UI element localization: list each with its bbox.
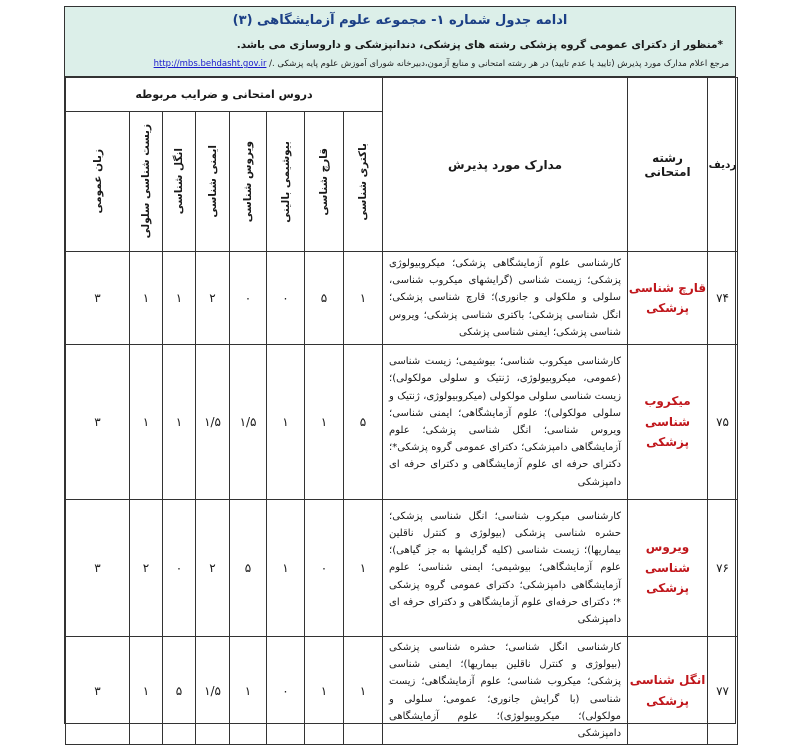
subject-header: زیست شناسی سلولی: [130, 112, 163, 252]
coefficient-cell: ۱: [344, 500, 383, 637]
coefficient-cell: ۱: [344, 252, 383, 345]
table-row: [66, 252, 738, 345]
subjects-group-header: دروس امتحانی و ضرایب مربوطه: [66, 78, 383, 112]
row-number: ۷۷: [708, 637, 738, 745]
reference-text: مرجع اعلام مدارک مورد پذیرش (تایید یا عدم تایید) در هر رشته امتحانی و منابع آزمون،دبیرخانه شورای آموزش علوم پایه پزشکی ./: [269, 59, 729, 69]
document-page: [64, 6, 737, 739]
subject-header: قارچ شناسی: [305, 112, 344, 252]
coefficient-cell: ۱: [130, 345, 163, 500]
coefficient-cell: ۵: [305, 252, 344, 345]
coefficient-cell: ۰: [163, 500, 196, 637]
coefficient-cell: ۱: [163, 252, 196, 345]
coefficient-cell: ۵: [230, 500, 267, 637]
coefficient-cell: ۱/۵: [196, 345, 230, 500]
coefficient-cell: ۰: [305, 500, 344, 637]
coefficient-cell: ۰: [267, 252, 305, 345]
coefficient-cell: ۱: [163, 345, 196, 500]
row-number: ۷۴: [708, 252, 738, 345]
coefficient-cell: ۱: [267, 500, 305, 637]
coefficient-cell: ۳: [66, 637, 130, 745]
table-row: [66, 345, 738, 500]
accepted-documents: کارشناسی میکروب شناسی؛ بیوشیمی؛ زیست شناسی (عمومی، میکروبیولوژی، ژنتیک و سلولی مولکولی)؛ زیست شناسی سلولی مولکولی (میکروبیولوژی، ژنتیک و سلولی مولکولی)؛ علوم آزمایشگاهی؛ ایمنی شناسی؛ ویروس شناسی؛ انگل شناسی پزشکی؛ علوم آزمایشگاهی دامپزشکی؛ دکترای عمومی گروه پزشکی*؛ دکترای حرفه ای علوم آزمایشگاهی و دکترای حرفه ای دامپزشکی: [383, 345, 628, 500]
documents-header: مدارک مورد پذیرش: [383, 78, 628, 252]
field-name: انگل شناسی پزشکی: [628, 637, 708, 745]
row-number: ۷۶: [708, 500, 738, 637]
coefficient-cell: ۲: [196, 500, 230, 637]
coefficient-cell: ۱/۵: [196, 637, 230, 745]
table-title: ادامه جدول شماره ۱- مجموعه علوم آزمایشگاهی (۳): [232, 13, 568, 28]
coefficient-cell: ۰: [267, 637, 305, 745]
coefficient-cell: ۲: [196, 252, 230, 345]
row-number: ۷۵: [708, 345, 738, 500]
coefficient-cell: ۱: [130, 637, 163, 745]
reference-link[interactable]: http://mbs.behdasht.gov.ir: [153, 59, 267, 69]
coefficient-cell: ۱: [305, 637, 344, 745]
table-banner: [65, 7, 735, 77]
coefficient-cell: ۵: [163, 637, 196, 745]
field-name: قارچ شناسی پزشکی: [628, 252, 708, 345]
row-number-header: ردیف: [708, 78, 738, 252]
table-row: [66, 500, 738, 637]
subject-header: ویروس شناسی: [230, 112, 267, 252]
field-header: رشته امتحانی: [628, 78, 708, 252]
coefficient-cell: ۱: [267, 345, 305, 500]
field-name: میکروب شناسی پزشکی: [628, 345, 708, 500]
accepted-documents: کارشناسی انگل شناسی؛ حشره شناسی پزشکی (بیولوژی و کنترل ناقلین بیماریها)؛ ایمنی شناسی پزشکی؛ میکروب شناسی؛ علوم آزمایشگاهی؛ زیست شناسی (با گرایش جانوری؛ عمومی؛ سلولی و مولکولی)؛ میکروبیولوژی)؛ علوم آزمایشگاهی دامپزشکی: [383, 637, 628, 745]
coefficient-cell: ۱: [230, 637, 267, 745]
reference-line: [71, 59, 729, 69]
coefficient-cell: ۳: [66, 500, 130, 637]
coefficient-cell: ۱: [305, 345, 344, 500]
doctor-note: *منظور از دکترای عمومی گروه پزشکی رشته های پزشکی، دندانپزشکی و داروسازی می باشد.: [236, 39, 723, 51]
accepted-documents: کارشناسی میکروب شناسی؛ انگل شناسی پزشکی؛ حشره شناسی پزشکی (بیولوژی و کنترل ناقلین بیماریها)؛ زیست شناسی (کلیه گرایشها به جز گیاهی)؛ علوم آزمایشگاهی؛ بیوشیمی؛ ایمنی شناسی؛ علوم آزمایشگاهی دامپزشکی؛ دکترای عمومی گروه پزشکی *؛ دکترای حرفه‌ای علوم آزمایشگاهی و دکترای حرفه ای دامپزشکی: [383, 500, 628, 637]
coefficient-cell: ۵: [344, 345, 383, 500]
coefficient-cell: ۱: [130, 252, 163, 345]
subject-header: ایمنی شناسی: [196, 112, 230, 252]
coefficient-cell: ۰: [230, 252, 267, 345]
coefficient-cell: ۳: [66, 252, 130, 345]
subject-header: زبان عمومی: [66, 112, 130, 252]
accepted-documents: کارشناسی علوم آزمایشگاهی پزشکی؛ میکروبیولوژی پزشکی؛ زیست شناسی (گرایشهای میکروب شناسی، سلولی و ملکولی و جانوری)؛ قارچ شناسی پزشکی؛ انگل شناسی پزشکی؛ باکتری شناسی پزشکی؛ ویروس شناسی پزشکی؛ ایمنی شناسی پزشکی: [383, 252, 628, 345]
coefficient-cell: ۱/۵: [230, 345, 267, 500]
coefficient-cell: ۱: [344, 637, 383, 745]
admission-table: [65, 77, 738, 745]
coefficient-cell: ۳: [66, 345, 130, 500]
coefficient-cell: ۲: [130, 500, 163, 637]
field-name: ویروس شناسی پزشکی: [628, 500, 708, 637]
subject-header: بیوشیمی بالینی: [267, 112, 305, 252]
subject-header: باکتری شناسی: [344, 112, 383, 252]
subject-header: انگل شناسی: [163, 112, 196, 252]
table-row: [66, 637, 738, 745]
